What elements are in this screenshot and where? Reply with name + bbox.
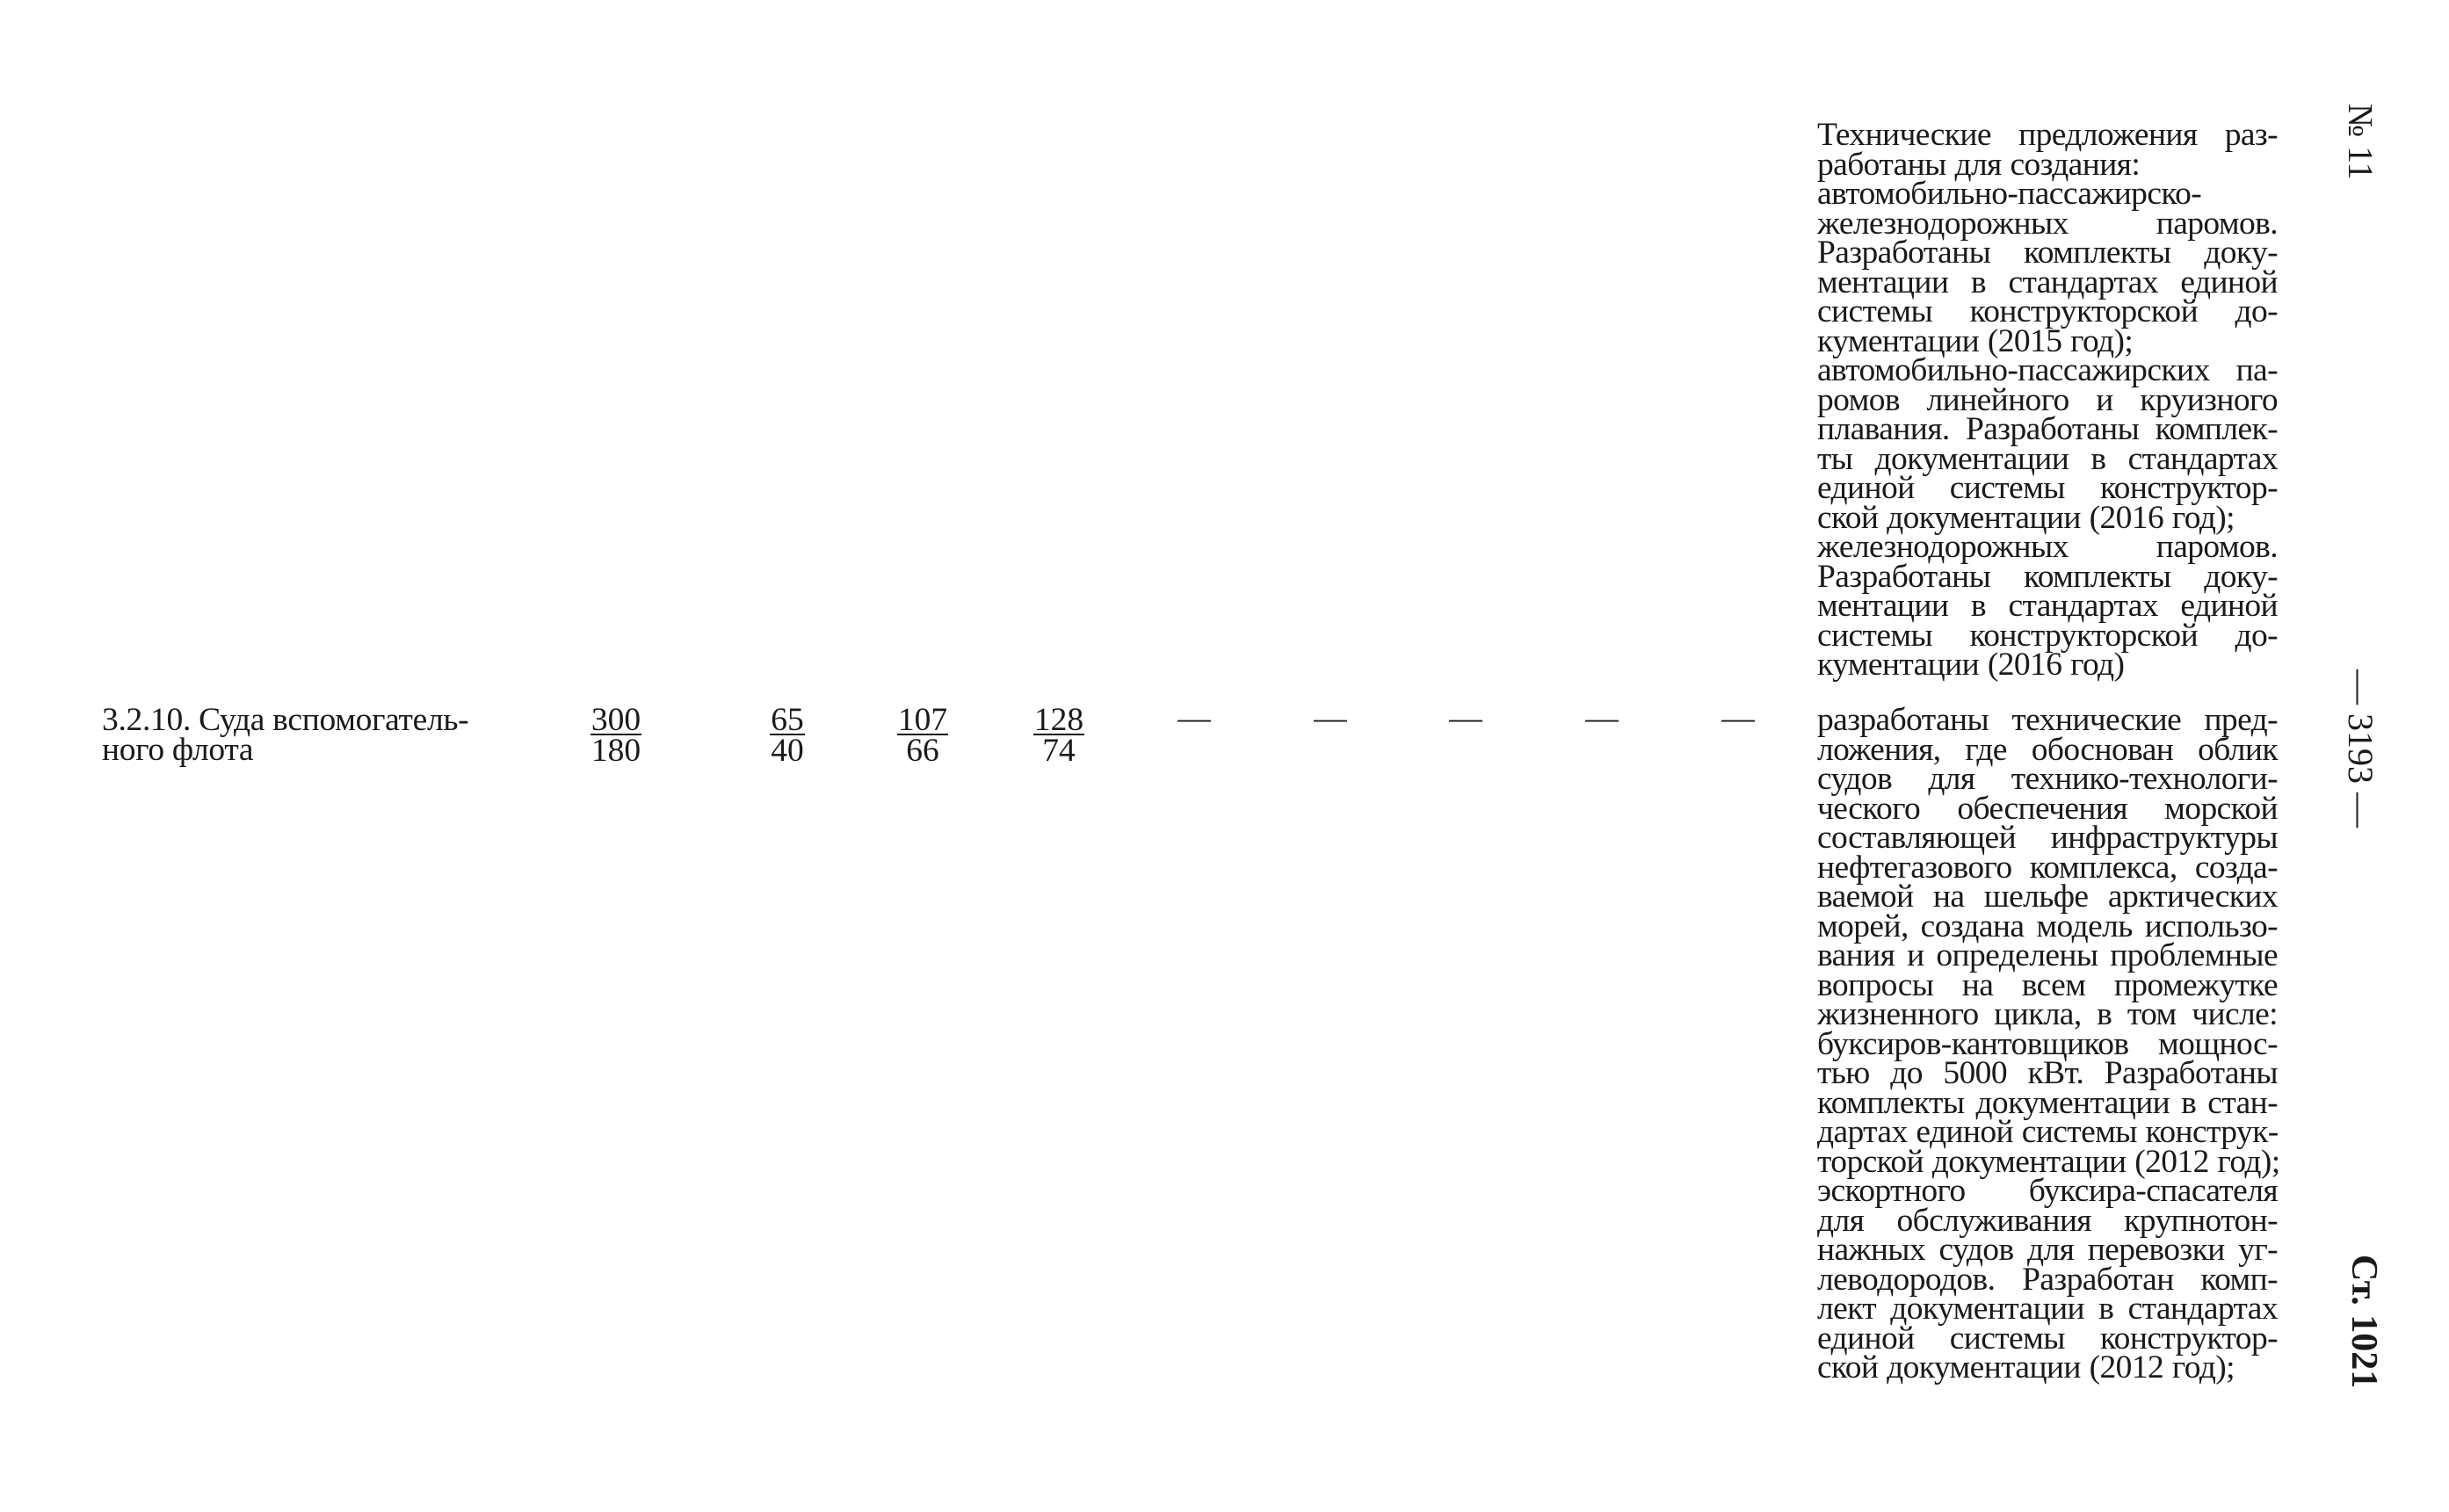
description-line: автомобильно-пассажирских па-	[1817, 352, 2278, 388]
empty-cell-dash: —	[1449, 700, 1482, 736]
description-line: системы конструкторской до-	[1817, 293, 2278, 329]
description-line: работаны для создания:	[1817, 146, 2141, 183]
description-line: нажных судов для перевозки уг-	[1817, 1232, 2278, 1268]
fraction-denominator: 74	[1042, 733, 1076, 769]
description-line: ской документации (2016 год);	[1817, 499, 2235, 536]
description-line: ваемой на шельфе арктических	[1817, 879, 2278, 915]
fraction-cell	[563, 702, 669, 769]
description-line: Разработаны комплекты доку-	[1817, 235, 2278, 271]
fraction-cell	[735, 702, 840, 769]
description-line: вопросы на всем промежутке	[1817, 966, 2278, 1003]
row-description	[1817, 702, 2280, 1385]
empty-cell-dash: —	[1314, 700, 1347, 736]
description-line: лект документации в стандартах	[1817, 1291, 2278, 1327]
description-line: кументации (2016 год)	[1817, 647, 2125, 683]
description-line: тью до 5000 кВт. Разработаны	[1817, 1055, 2278, 1091]
description-line: единой системы конструктор-	[1817, 1320, 2278, 1356]
description-line: ромов линейного и круизного	[1817, 381, 2278, 418]
description-line: ты документации в стандартах	[1817, 440, 2278, 477]
description-line: Технические предложения раз-	[1817, 117, 2278, 153]
description-line: леводородов. Разработан комп-	[1817, 1261, 2278, 1298]
previous-row-description	[1817, 117, 2278, 683]
description-line: буксиров-кантовщиков мощнос-	[1817, 1025, 2278, 1062]
description-line: ментации в стандартах единой	[1817, 588, 2278, 624]
fraction-denominator: 180	[591, 733, 641, 769]
description-line: дартах единой системы конструк-	[1817, 1114, 2279, 1150]
fraction-cell	[870, 702, 975, 769]
description-line: нефтегазового комплекса, созда-	[1817, 849, 2278, 886]
description-line: ложения, где обоснован облик	[1817, 731, 2278, 768]
description-line: ческого обеспечения морской	[1817, 790, 2278, 827]
description-line: единой системы конструктор-	[1817, 470, 2278, 506]
description-line: Разработаны комплекты доку-	[1817, 558, 2278, 595]
description-line: системы конструкторской до-	[1817, 617, 2278, 654]
description-line: железнодорожных паромов.	[1817, 205, 2278, 242]
description-line: вания и определены проблемные	[1817, 937, 2278, 973]
empty-cell-dash: —	[1585, 700, 1619, 736]
description-line: жизненного цикла, в том числе:	[1817, 996, 2278, 1032]
fraction-numerator: 300	[591, 702, 641, 738]
description-line: судов для технико-технологи-	[1817, 761, 2278, 797]
fraction-numerator: 65	[771, 702, 804, 738]
description-line: железнодорожных паромов.	[1817, 529, 2278, 565]
fraction-numerator: 128	[1033, 702, 1084, 738]
description-line: ской документации (2012 год);	[1817, 1349, 2235, 1385]
description-line: составляющей инфраструктуры	[1817, 820, 2278, 856]
page-number: — 3193 —	[2341, 669, 2380, 828]
article-number: Ст. 1021	[2344, 1255, 2384, 1389]
description-line: для обслуживания крупнотон-	[1817, 1202, 2278, 1239]
fraction-denominator: 66	[906, 733, 939, 769]
fraction-denominator: 40	[771, 733, 804, 769]
description-line: морей, создана модель использо-	[1817, 908, 2278, 944]
description-line: разработаны технические пред-	[1817, 702, 2278, 738]
row-label	[102, 702, 515, 768]
fraction-numerator: 107	[897, 702, 948, 738]
description-line: ментации в стандартах единой	[1817, 264, 2278, 300]
description-line: кументации (2015 год);	[1817, 322, 2134, 359]
description-line: комплекты документации в стан-	[1817, 1084, 2278, 1121]
row-label-line: ного флота	[102, 731, 254, 768]
empty-cell-dash: —	[1177, 700, 1211, 736]
description-line: торской документации (2012 год);	[1817, 1143, 2280, 1180]
issue-number: № 11	[2341, 104, 2380, 180]
empty-cell-dash: —	[1721, 700, 1755, 736]
description-line: эскортного буксира-спасателя	[1817, 1173, 2278, 1209]
fraction-cell	[1006, 702, 1112, 769]
row-label-line: 3.2.10. Суда вспомогатель-	[102, 702, 469, 738]
description-line: автомобильно-пассажирско-	[1817, 176, 2202, 212]
description-line: плавания. Разработаны комплек-	[1817, 411, 2278, 447]
